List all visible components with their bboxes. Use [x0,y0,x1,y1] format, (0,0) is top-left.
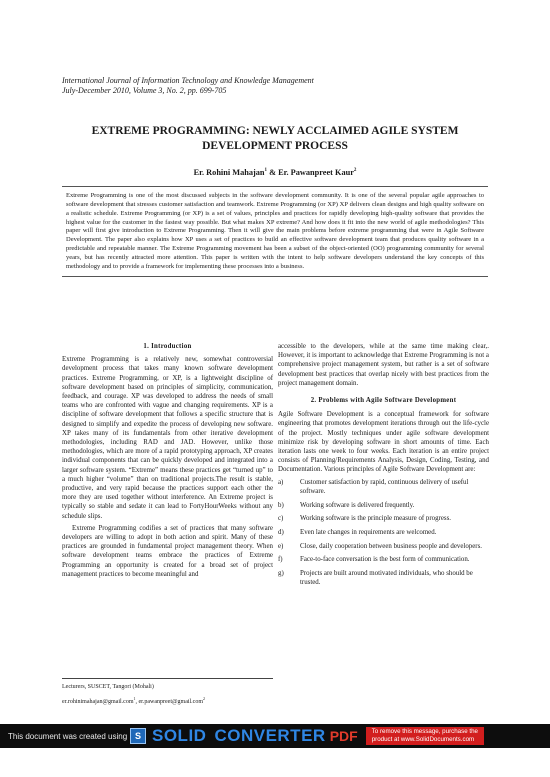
banner-brand-converter: CONVERTER [214,726,326,745]
author-1-mark: 1 [264,168,268,174]
list-text: Close, daily cooperation between business people and developers. [300,542,482,550]
list-text: Working software is the principle measure of progress. [300,515,451,523]
email-2-mark: 2 [203,696,206,701]
email-1-mark: 1 [133,696,136,701]
title-line-1: EXTREME PROGRAMMING: NEWLY ACCLAIMED AGILE SYSTEM [91,125,459,137]
list-item [278,478,489,496]
list-text: Face-to-face conversation is the best form of communication. [300,556,470,564]
list-marker: f) [278,556,283,564]
banner-purchase-line-2: product at www.SolidDocuments.com [371,736,475,743]
banner-purchase-line-1: To remove this message, purchase the [371,728,478,735]
title-line-2: DEVELOPMENT PROCESS [202,140,348,152]
intro-paragraph-2: Extreme Programming codifies a set of practices that many software developers are willing to adopt in both action and spirit. Many of these practices are grounded in fundamental project management theory. When software development teams embrace the practices of Extreme Programming an opportunity is created for a broad set of project management practices to become meaningful and [62,524,273,578]
section-2-heading: 2. Problems with Agile Software Development [310,397,457,405]
email-2[interactable]: er.pawanpreet@gmail.com [138,699,204,705]
abstract: Extreme Programming is one of the most discussed subjects in the software development community. It is one of the several popular agile approaches to software development that stresses customer satisfaction and teamwork. Extreme Programming (or XP) XP delivers clean designs and high quality software on a realistic schedule. Extreme Programming (or XP) is a set of values, principles and practices for rapidly developing high-quality software that provides the highest value for the customer in the fastest way possible. But what makes XP extreme? And how does it fit into the new world of agile methodologies? This paper will first give introduction to Extreme Programming. Then it will give the main problems before extreme programming that were in Agile Software Development. The paper also explains how XP uses a set of practices to build an effective software development team that produces quality software in a predictable and repeatable manner. The Extreme Programming movement has been a subset of the object-oriented (OO) programming community for several years, but has recently attracted more attention. This paper is written with the intent to help software developers understand the key concepts of this methodology and to provide a framework for implementing these processes into a business. [62,186,488,277]
list-marker: g) [278,570,284,578]
author-2-mark: 2 [353,168,357,174]
banner-brand-solid: SOLID [152,726,207,745]
author-1: Er. Rohini Mahajan [193,168,265,177]
list-marker: a) [278,478,284,486]
principles-list [278,478,489,588]
list-item [278,514,489,523]
list-marker: e) [278,542,284,550]
list-marker: b) [278,501,284,509]
watermark-banner[interactable] [0,724,550,748]
list-text: Customer satisfaction by rapid, continuous delivery of useful software. [300,478,469,495]
left-column [62,342,273,582]
author-2: Er. Pawanpreet Kaur [278,168,354,177]
author-separator: & [267,168,279,177]
list-item [278,501,489,510]
banner-brand-pdf: PDF [329,728,358,744]
list-marker: d) [278,528,284,536]
journal-name: International Journal of Information Technology and Knowledge Management [62,76,314,85]
journal-issue: July-December 2010, Volume 3, No. 2, pp. 699-705 [62,86,227,95]
email-1[interactable]: er.rohinimahajan@gmail.com [62,699,134,705]
email-line [62,693,273,708]
journal-header [62,76,314,96]
footnote [62,678,273,708]
list-item [278,542,489,551]
intro-paragraph-3: accessible to the developers, while at the same time making clear,. However, it is important to acknowledge that Extreme Programming is not a comprehensive project management system, but rather is a set of software development best practices that overlap nicely with best practices from the project management domain. [278,343,489,387]
list-marker: c) [278,515,284,523]
affiliation: Lecturers, SUSCET, Tangori (Mohali) [62,684,154,690]
list-text: Projects are built around motivated individuals, who should be trusted. [300,570,473,587]
list-text: Even late changes in requirements are welcomed. [300,528,437,536]
list-item [278,569,489,587]
banner-purchase-link[interactable] [366,727,484,745]
list-text: Working software is delivered frequently. [300,501,415,509]
banner-created-text: This document was created using [8,731,128,741]
right-column [278,342,489,592]
paper-title [62,124,488,154]
list-item [278,528,489,537]
section-1-heading: 1. Introduction [143,343,192,350]
solid-logo-icon: S [130,728,146,744]
intro-paragraph-1: Extreme Programming is a relatively new, somewhat controversial development process that takes many known software development practices. Extreme Programming, or XP, is a lightweight discipline of software development based on principles of simplicity, communication, feedback, and courage. XP was developed to address the needs of small teams who are confronted with vague and changing requirements. XP is a discipline of software development that follows a specific structure that is designed to simplify and expedite the process of developing new software. XP takes many of its fundamentals from other iterative development methodologies, including RAD and JAD. However, unlike those methodologies, which are more of a rapid prototyping approach, XP creates individual components that can be quickly developed and integrated into a larger software system. “Extreme” means these practices get “turned up” to a much higher “volume” than on traditional projects.The result is stable, productive, and very rapid because the practices support each other the more they are used together without interference. An Extreme project is typically so stable and sedate it can lead to FortyHourWeeks without any schedule slips. [62,356,273,520]
email-separator: , [135,699,139,705]
author-line [62,168,488,177]
list-item [278,555,489,564]
problems-paragraph-1: Agile Software Development is a conceptual framework for software engineering that promotes development iterations through out the life-cycle of the project. Mostly techniques under agile software development minimize risk by developing software in short amounts of time. Each iteration lasts one week to four weeks. Each iteration is an entire project consists of Planning/Requirements Analysis, Design, Coding, Testing, and Documentation. Various principles of Agile Software Development are: [278,411,489,474]
